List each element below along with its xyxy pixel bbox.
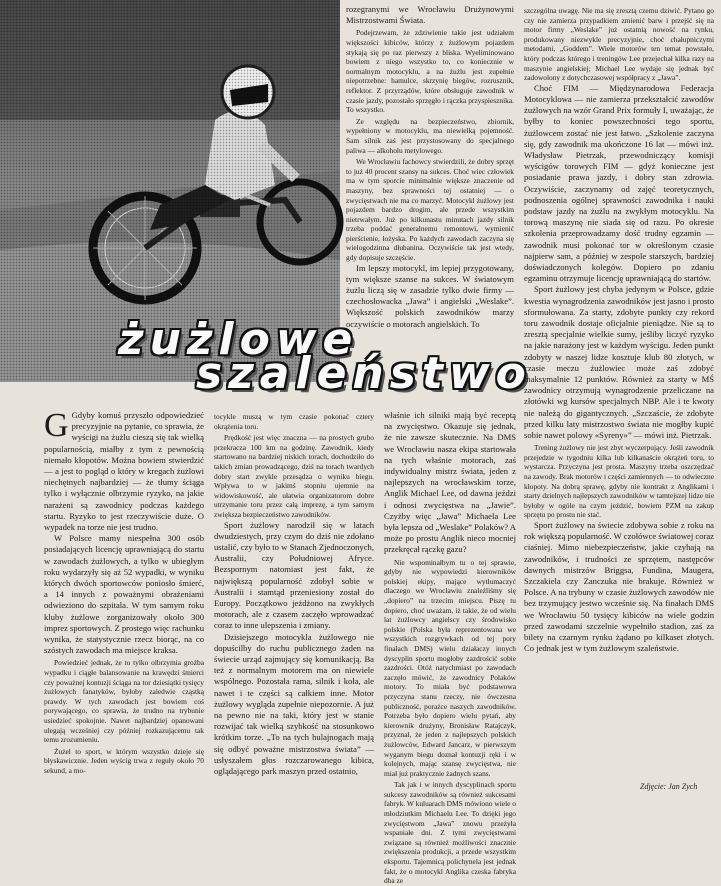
paragraph: Trening żużlowy nie jest zbyt wyczerpujący. Jeśli zawodnik przejedzie w tygodniu kilka lub kilkanaście okrążeń toru, to wystarcza. Przyczyna jest prosta. Maszyny trzeba oszczędzać na zawody. Brak motorów i części zamiennych — to odwieczne kłopoty. Na dobrą sprawę, gdyby nie kontrakt z Anglikami i starty dzielnych najlepszych zawodników w tamtejszej lidze nie byłoby w ogóle na czym jeździć, bowiem PZM na zakup sprzętu po prostu nie stać.	[524, 443, 714, 520]
paragraph: Dzisiejszego motocykla żużlowego nie dopuścilby do ruchu publicznego żaden na świecie urząd zajmujący się komunikacją. Ba też z normalnym motorem ma on niewiele wspólnego. Pozostała rama, silnik i koła, ale nawet i te części są całkiem inne. Motor żużlowy wygląda zupełnie niepozornie. A już na pewno nie na taki, który jest w stanie rozwijać tak wielką szybkość na stosunkowo krótkim torze. „To na tych hulajnogach mają się odbyć poważne mistrzostwa świata” — usłyszałem głos rozczarowanego kibica, oglądającego park maszyn przed ostatnio,	[214, 631, 374, 776]
headline-line-2: szaleństwo	[196, 348, 532, 399]
photo-credit: Zdjęcie: Jan Zych	[640, 782, 698, 791]
paragraph: Powiedzieć jednak, że to tylko olbrzymia groźba wypadku i ciągłe balansowanie na krawędzi śmierci czy poważnej kontuzji ściąga na tor dziesiątki tysięcy żużlowych fanatyków, byłoby zaledwie cząstką prawdy. W tych zawodach jest bowiem coś porywającego, co sprawia, że trudno na trybunie usiedzieć spokojnie. Nawet najbardziej opanowani ulegają wcześniej czy później rozkazującemu tak temu zrozumieniu.	[44, 658, 204, 745]
paragraph: W Polsce mamy niespełna 300 osób posiadających licencję uprawniającą do startu w zawodach żużlowych, a tylko w ubiegłym roku wydarzyły się aż 52 wypadki, w wyniku których dwóch sportowców poniosło śmierć, a 14 innych z poważnymi obrażeniami odwieziono do szpitala. W tym samym roku kluby żużlowe zorganizowały około 300 imprez sportowych. Z prostego więc rachunku wynika, że statystycznie rzecz biorąc, na co szóstych zawodach ma miejsce kraksa.	[44, 533, 204, 656]
paragraph: Prędkość jest więc znaczna — na prostych grubo przekracza 100 km na godzinę. Zawodnik, kiedy startowano na bardziej niskich torach, dochodziło do takich zmian prowadzącego, dziś na torach twardych dobry start zwykle przesądza o wyniku biegu. Wpływa to w jakimś stopniu ujemnie na widowiskowość, ale ułatwia organizatorom dobre utrzymanie toru przez całą imprezę, a tym samym zwiększa bezpieczeństwo zawodników.	[214, 433, 374, 519]
paragraph: Tak jak i w innych dyscyplinach sportu sukcesy zawodników są również sukcesami fabryk. W kuluarach DMS mówiono wiele o młodziutkim Michaelu Lee. To dzięki jego zwycięstwom „Jawa” znowu przeżyła wspaniałe dni. Z tymi zwycięstwami związane są również możliwości znacznie zwiększenia produkcji, a przede wszystkim eksportu. Tajemnicą polichynela jest jednak fakt, że o motocykl Anglika czeska fabryka dba ze	[384, 780, 516, 886]
paragraph: Ze względu na bezpieczeństwo, zbiornik, wypełniony w motocyklu, ma niewielką pojemność. Sam silnik zaś jest przystosowany do specjalnego paliwa — alkoholu metylowego.	[346, 116, 514, 155]
paragraph: Choć FIM — Międzynarodowa Federacja Motocyklowa — nie zamierza przekształcić zawodów żużlowych na wzór Grand Prix formuły I, uważając, że byłby to koniec powszechności tego sportu, żużlowcem zostać nie jest łatwo. „Szkolenie zaczyna się, gdy zawodnik ma ukończone 16 lat — mówi inż. Władysław Pietrzak, przewodniczący komisji wyścigów torowych FIM — gdyż konieczne jest posiadanie prawa jazdy, i dobry stan zdrowia. Oczywiście, zaczynamy od zajęć teoretycznych, podnoszenia ogólnej sprawności zawodnika i nauki podstaw jazdy na żużlu na zwykłym motocyklu. Na torową maszynę nie siada się od razu. Po okresie szkolenia przeprowadzamy dość trudny egzamin — zawodnik musi pokonać tor w określonym czasie najpierw sam, a później w zespole starszych, bardziej doświadczonych kolegów. Dopiero po zdaniu egzaminu otrzymuje licencję uprawniającą do startów.	[524, 82, 714, 284]
paragraph: Sport żużlowy narodził się w latach dwudziestych, przy czym do dziś nie zdołano ustalić, czy było to w Stanach Zjednoczonych, Australii, czy Południowej Afryce. Bezspornym natomiast jest fakt, że największą popularność zdobył sobie w Australii i stamtąd przeniesiony został do Europy. Początkowo jeżdżono na zwykłych motorach, ale z czasem zaczęło wprowadzać coraz to inne ulepszenia i zmiany.	[214, 519, 374, 631]
paragraph: rozegranymi we Wrocławiu Drużynowymi Mistrzostwami Świata.	[346, 4, 514, 26]
paragraph: Podejrzewam, że zdziwienie takie jest udziałem większości kibiców, którzy z żużlowym pojazdem stykają się po raz pierwszy z bliska. Wyeliminowano bowiem z niego wszystko to, co koniecznie w normalnym motocyklu, a na żużlu jest zupełnie niepotrzebne: hamulce, skrzynię biegów, rozrusznik, reflektor. Z przyrządów, które obsługuje zawodnik w czasie jazdy, pozostało sprzęgło i rączka przyspiesznika. To wszystko.	[346, 28, 514, 115]
paragraph: Żużel to sport, w którym wszystko dzieje się błyskawicznie. Jeden wyścig trwa z reguły około 70 sekund, a mo-	[44, 746, 204, 775]
article-column-top-middle	[346, 4, 514, 329]
article-column-right	[524, 4, 714, 778]
article-column-bottom-middle	[214, 410, 374, 794]
paragraph: Sport żużlowy jest chyba jedynym w Polsce, gdzie kwestia wynagrodzenia zawodników jest jasno i prosto sformułowana. Za starty, zdobyte punkty czy rekord toru zawodnik dostaje oficjalnie pieniądze. Nie są to zresztą specjalnie wielkie sumy, jeśliby liczyć ryzyko na jakie narażony jest w każdym wyścigu. Jeden punkt zdobyty w naszej lidze kosztuje klub 80 złotych, w czasie meczu żużlowiec może zaś zdobyć maksymalnie 12 punktów. Również za starty w MŚ zawodnicy otrzymują wynagrodzenie przeliczane na złotówki wg kursów specjalnych NBP. Ale i te kwoty nie należą do gigantycznych. „Szczaście, że zdobyte przed kilku laty mistrzostwo świata nie mogłby kupić sobie nawet polowy «Syreny»” — mówi inż. Pietrzak.	[524, 284, 714, 441]
paragraph: We Wrocławiu fachowcy stwierdzili, że dobry sprzęt to już 40 procent szansy na sukces. Choć wiec człowiek ma w tym sporcie minimalnie większe znaczenie od maszyny, bez sprawności tej ostatniej — o zwycięstwach nie ma co marzyć. Motocykl żużlowy jest pojazdem bardzo drogim, ale przede wszystkim nietrwałym. Już po kilkunastu minutach jazdy silnik trzeba poddać generalnemu remontowi, wymienić pierścienie, łożyska. Po każdych zawodach zaczyna się wielogodzinna dłubanina. Oczywiście tak jest wtedy, gdy dopisuje szczęście.	[346, 157, 514, 263]
paragraph: Sport żużlowy na świecie zdobywa sobie z roku na rok większą popularność. W czołówce światowej coraz ciaśniej. Mimo niebezpieczeństw, jakie czyhają na zawodników, i trudności ze sprzętem, następców dawnych mistrzów Briggsa, Fundina, Maugera, Szczakiela czy Zanczuka nie brakuje. Również w Polsce. A na trybuny w czasie żużlowych zawodów nie bez trzymujący jestwo wcześnie się. Na finałach DMS we Wrocławiu 50 tysięcy kibiców na wiele godzin przed zawodami szczelnie wypełniło stadion, zaś za bilety na czarnym rynku żądano po kilkaset złotych. Co jednak jest w tym żużlowym szaleństwie.	[524, 520, 714, 654]
article-column-bottom-right	[384, 410, 516, 886]
paragraph: właśnie ich silniki mają być receptą na zwycięstwo. Okazuje się jednak, że nie zawsze skutecznie. Na DMS we Wrocławiu nasza ekipa startowała na tych właśnie motorach, zaś indywidualny mistrz świata, jeden z najlepszych na wrocławskim torze, Anglik Michael Lee, od dawna jeździ i odnosi zwycięstwa na „Jawie”. Czyżby więc „Jawa” Michaela Lee była lepsza od „Weslake” Polaków? A może po prostu Anglik nieco mocniej przekręcał rączkę gazu?	[384, 410, 516, 555]
headline-line-1: żużlowe	[118, 314, 359, 365]
drop-cap: G	[44, 407, 69, 444]
paragraph: tocykle muszą w tym czasie pokonać cztery okrążenia toru.	[214, 412, 374, 431]
paragraph: Nie wspominałbym tu o tej sprawie, gdyby nie wypowiedzi kierowników polskiej ekipy, mające wytłumaczyć dlaczego we Wrocławiu znaleźliśmy się „dopiero” na trzecim miejscu. Piszę tu dopiero, choć uważam, iż takie, że od wielu lat żużlowcy angielscy czy środowisko polskie (Polska była reprezentowana we wszystkich rozgrywkach od tej pory finałach DMS) wielu działaczy innych dyscyplin sportu mogłoby zazdrościć sobie zazdrości. Otóż natychmiast po zawodach zaczęło mówić, że zawodnicy Polaków motory. To miała być podstawowa przyczyna stanu rzeczy, nie ówczesna publiczność, porażce naszych zawodników. Potrzeba było dopiero wielu pytań, aby kierownik drużyny, Bronisław Ratajczyk, przyznał, że jeden z najlepszych polskich żużlowców, Edward Jancarz, w pierwszym wyganym biegu doznał kontuzji ręki i w kolejnych, mając szansę zwycięstwa, nie miał już praktycznie żadnych szans.	[384, 557, 516, 778]
paragraph: Im lepszy motocykl, im lepiej przygotowany, tym większe szanse na sukces. W światowym żużlu liczą się w zasadzie tylko dwie firmy — czechosłowacka „Jawa” i angielski „Weslake”. Większość polskich zawodników marzy oczywiście o motorach angielskich. To	[346, 262, 514, 329]
lead-paragraph: G Gdyby komuś przyszło odpowiedzieć precyzyjnie na pytanie, co sprawia, że wyścigi na żużlu cieszą się tak wielką popularnością, miałby z tym z pewnością niemało kłopotów. Można bowiem stwierdzić — a jest to pogląd o który w kregach żużlowi niechętnych najbardziej — że tłumy ściąga tylko i wyłącznie olbrzymie ryzyko, na jakie narażeni są zawodnicy podczas każdego startu. Ryzyko to jest rzeczywiście duże. O wypadek na torze nie jest trudno.	[44, 407, 204, 533]
article-column-bottom-left	[44, 407, 204, 794]
paragraph: szczególna uwagę. Nie ma się zresztą czemu dziwić. Pytano go czy nie zamierza przypadkiem zmienić barw i przejść się na motor firmy „Weslake” już ostatnią nowość na rynku, produkowany niezwykle precyzyjnie, choć chałupniczymi metodami, „Goddem”. Wiele motorów ten temat powstało, który podczas którego i treningów Lee przejechał kilka razy na maszynie angielskiej; Michael Lee wydaje się jednak być zadowolony z dotychczasowej współpracy z „Jawa”.	[524, 6, 714, 83]
